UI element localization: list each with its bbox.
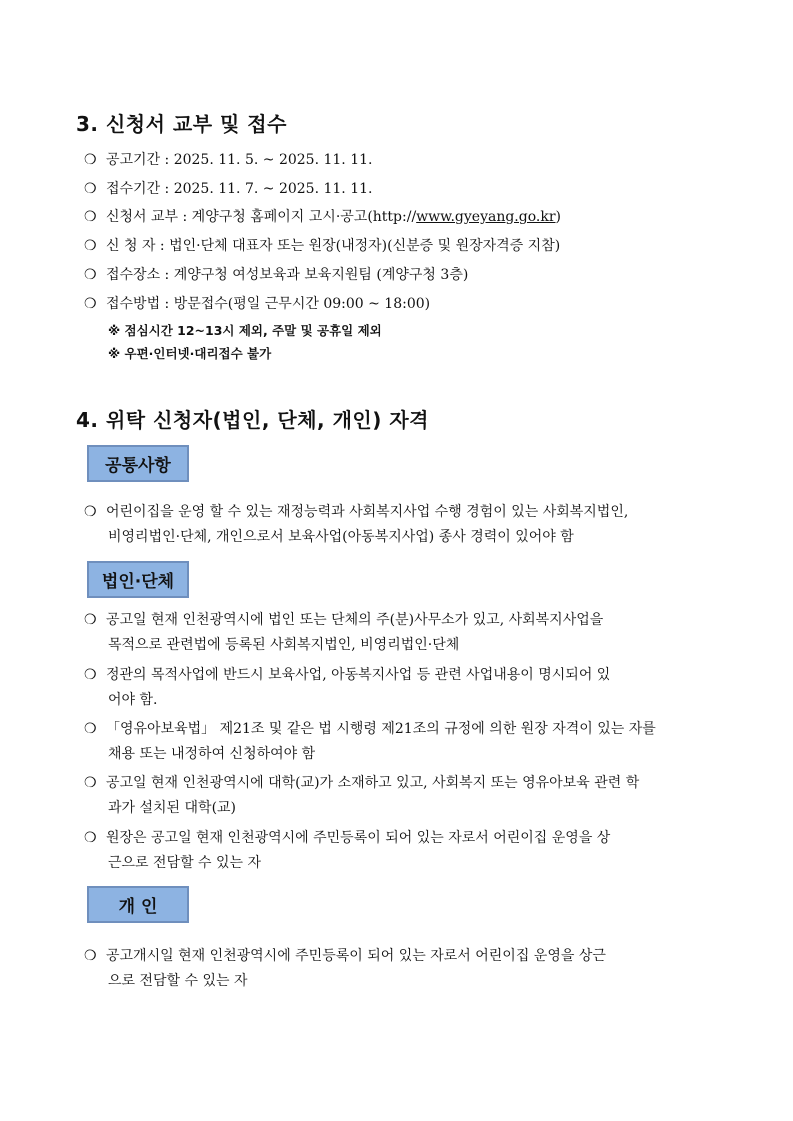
list-item-receipt-period: ❍ 접수기간 : 2025. 11. 7. ~ 2025. 11. 11.	[84, 181, 373, 197]
note-lunch: ※ 점심시간 12~13시 제외, 주말 및 공휴일 제외	[108, 323, 382, 338]
corp-requirement-5: ❍ 원장은 공고일 현재 인천광역시에 주민등록이 되어 있는 자로서 어린이집 운영을 상 근으로 전담할 수 있는 자	[84, 826, 724, 876]
list-item-applicant: ❍ 신 청 자 : 법인·단체 대표자 또는 원장(내정자)(신분증 및 원장자격증 지참)	[84, 238, 561, 254]
bullet-icon: ❍	[84, 830, 97, 846]
section-3-title: 3. 신청서 교부 및 접수	[76, 112, 287, 136]
bullet-icon: ❍	[84, 267, 97, 283]
bullet-icon: ❍	[84, 721, 97, 737]
bullet-icon: ❍	[84, 209, 97, 225]
homepage-link[interactable]: www.gyeyang.go.kr	[416, 209, 556, 225]
badge-corp: 법인·단체	[87, 561, 189, 598]
list-item-notice-period: ❍ 공고기간 : 2025. 11. 5. ~ 2025. 11. 11.	[84, 152, 373, 168]
individual-requirement: ❍ 공고개시일 현재 인천광역시에 주민등록이 되어 있는 자로서 어린이집 운영을 상근 으로 전담할 수 있는 자	[84, 944, 724, 994]
common-requirement: ❍ 어린이집을 운영 할 수 있는 재정능력과 사회복지사업 수행 경험이 있는 사회복지법인, 비영리법인·단체, 개인으로서 보육사업(아동복지사업) 종사 경력이 있어야 함	[84, 500, 724, 550]
corp-requirement-4: ❍ 공고일 현재 인천광역시에 대학(교)가 소재하고 있고, 사회복지 또는 영유아보육 관련 학 과가 설치된 대학(교)	[84, 771, 724, 821]
bullet-icon: ❍	[84, 775, 97, 791]
bullet-icon: ❍	[84, 504, 97, 520]
bullet-icon: ❍	[84, 181, 97, 197]
bullet-icon: ❍	[84, 667, 97, 683]
corp-requirement-2: ❍ 정관의 목적사업에 반드시 보육사업, 아동복지사업 등 관련 사업내용이 명시되어 있 어야 함.	[84, 663, 724, 713]
section-4-title: 4. 위탁 신청자(법인, 단체, 개인) 자격	[76, 408, 429, 432]
list-item-method: ❍ 접수방법 : 방문접수(평일 근무시간 09:00 ~ 18:00)	[84, 296, 431, 312]
corp-requirement-3: ❍ 「영유아보육법」 제21조 및 같은 법 시행령 제21조의 규정에 의한 원장 자격이 있는 자를 채용 또는 내정하여 신청하여야 함	[84, 717, 724, 767]
bullet-icon: ❍	[84, 238, 97, 254]
list-item-location: ❍ 접수장소 : 계양구청 여성보육과 보육지원팀 (계양구청 3층)	[84, 267, 469, 283]
note-no-mail: ※ 우편·인터넷·대리접수 불가	[108, 346, 272, 361]
bullet-icon: ❍	[84, 948, 97, 964]
bullet-icon: ❍	[84, 612, 97, 628]
badge-individual: 개 인	[87, 886, 189, 923]
bullet-icon: ❍	[84, 296, 97, 312]
badge-common: 공통사항	[87, 445, 189, 482]
bullet-icon: ❍	[84, 152, 97, 168]
list-item-distribution: ❍ 신청서 교부 : 계양구청 홈페이지 고시·공고(http://www.gyeyang.go.kr)	[84, 209, 561, 225]
corp-requirement-1: ❍ 공고일 현재 인천광역시에 법인 또는 단체의 주(분)사무소가 있고, 사회복지사업을 목적으로 관련법에 등록된 사회복지법인, 비영리법인·단체	[84, 608, 724, 658]
